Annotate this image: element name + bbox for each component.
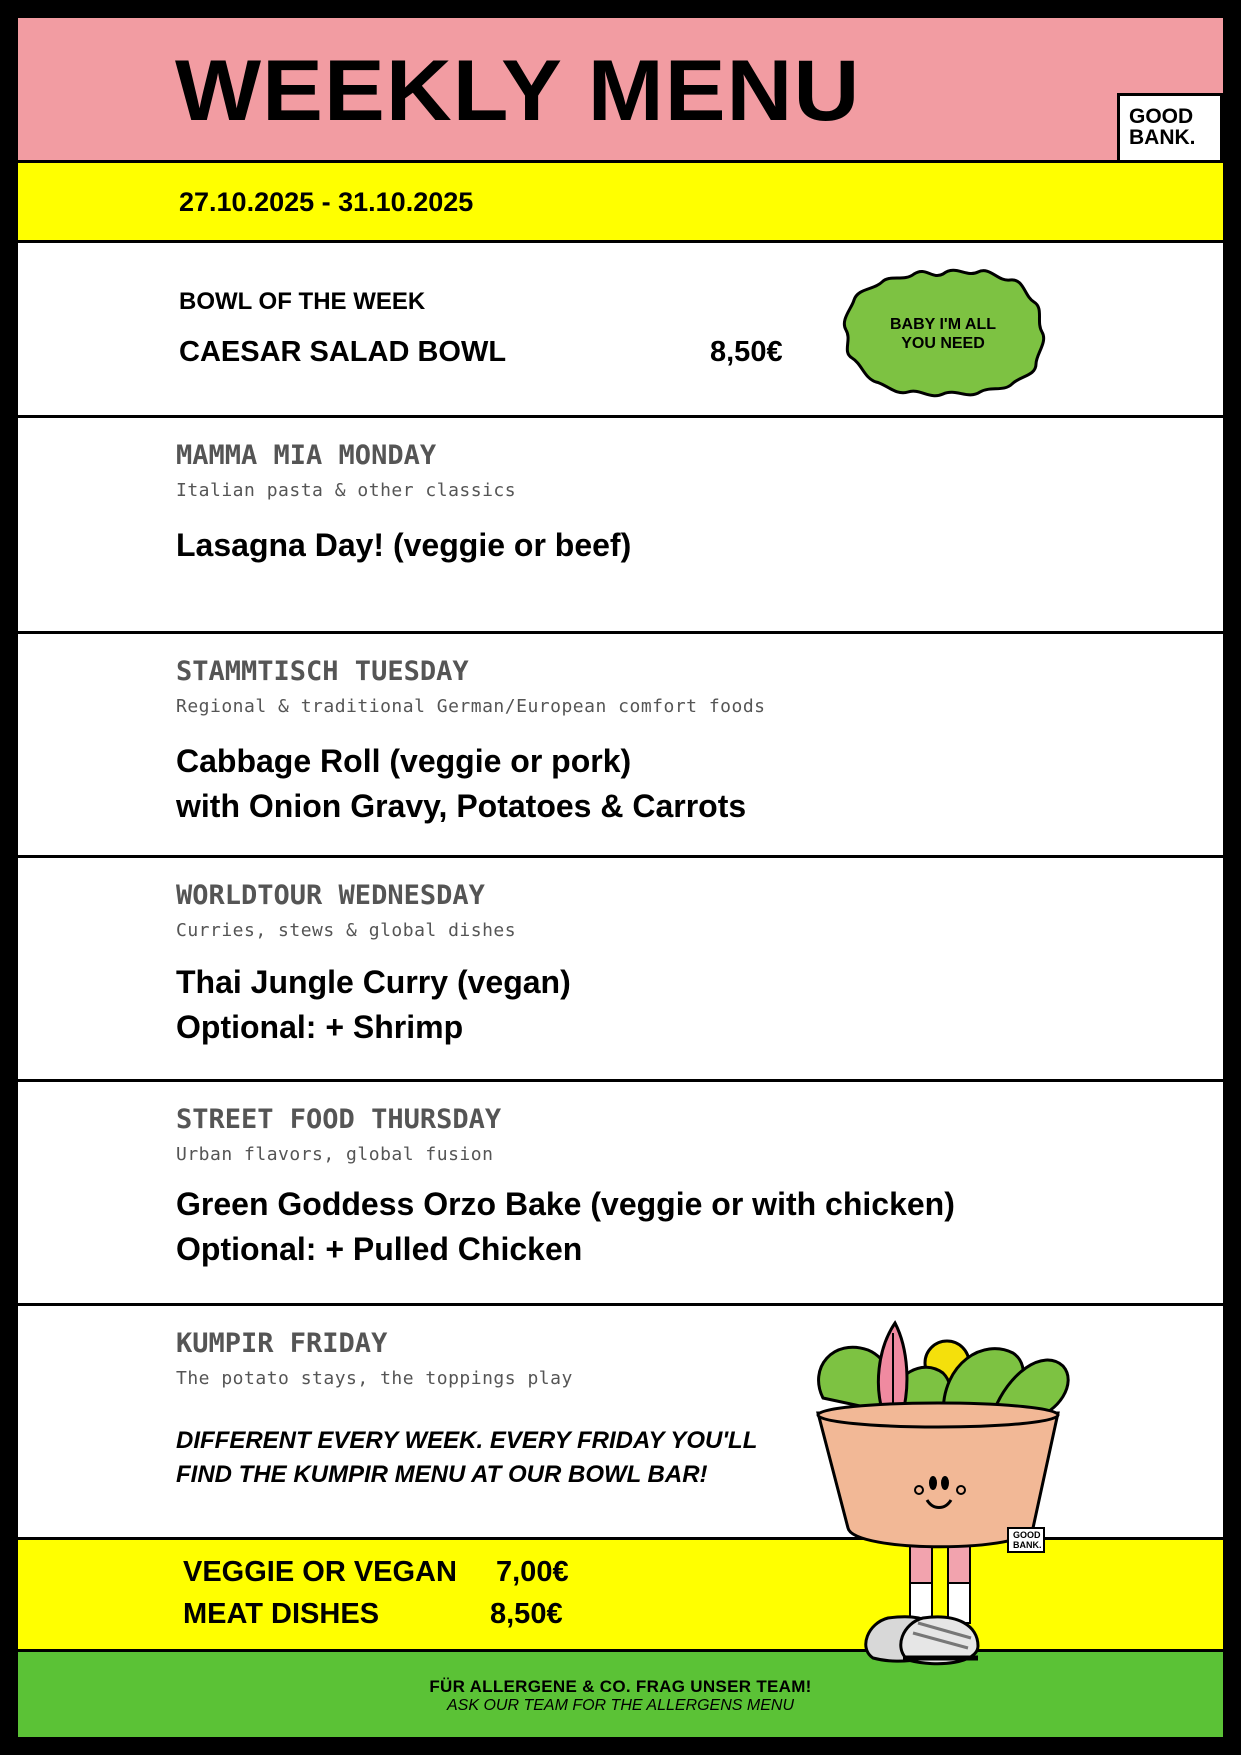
price-value: 7,00€ xyxy=(496,1556,569,1588)
logo-line-1: GOOD xyxy=(1129,105,1194,128)
dish-line: Lasagna Day! (veggie or beef) xyxy=(176,527,632,563)
dish-line: Optional: + Shrimp xyxy=(176,1009,464,1045)
page-title: WEEKLY MENU xyxy=(175,43,861,139)
badge-line-2: YOU NEED xyxy=(901,335,985,352)
dish-line: DIFFERENT EVERY WEEK. EVERY FRIDAY YOU'LL xyxy=(176,1427,758,1454)
day-section-tuesday xyxy=(18,634,1223,858)
day-name: KUMPIR FRIDAY xyxy=(176,1328,388,1359)
day-section-wednesday xyxy=(18,858,1223,1082)
price-value: 8,50€ xyxy=(490,1598,563,1630)
mascot-logo-line-2: BANK. xyxy=(1013,1540,1042,1550)
price-label: MEAT DISHES xyxy=(183,1598,380,1630)
date-bar xyxy=(18,163,1223,243)
date-range: 27.10.2025 - 31.10.2025 xyxy=(179,187,474,217)
badge-text xyxy=(863,315,1023,353)
allergen-note-de: FÜR ALLERGENE & CO. FRAG UNSER TEAM! xyxy=(429,1677,812,1696)
mascot-logo-line-1: GOOD xyxy=(1013,1530,1041,1540)
dish-line: Thai Jungle Curry (vegan) xyxy=(176,964,571,1000)
allergen-note-en: ASK OUR TEAM FOR THE ALLERGENS MENU xyxy=(446,1697,794,1714)
dish-line: Cabbage Roll (veggie or pork) xyxy=(176,743,632,779)
bowl-price: 8,50€ xyxy=(710,336,783,368)
good-bank-logo xyxy=(1117,93,1223,163)
dish-line: FIND THE KUMPIR MENU AT OUR BOWL BAR! xyxy=(176,1461,708,1488)
dish-line: with Onion Gravy, Potatoes & Carrots xyxy=(176,788,747,824)
menu-page xyxy=(18,18,1223,1737)
bowl-label: BOWL OF THE WEEK xyxy=(179,288,426,315)
dish-line: Green Goddess Orzo Bake (veggie or with chicken) xyxy=(176,1186,955,1222)
dish-line: Optional: + Pulled Chicken xyxy=(176,1231,583,1267)
bowl-of-the-week-section xyxy=(18,243,1223,418)
day-section-monday xyxy=(18,418,1223,634)
salad-bowl-mascot-icon xyxy=(793,1318,1098,1688)
day-name: STAMMTISCH TUESDAY xyxy=(176,656,469,687)
header xyxy=(18,18,1223,163)
badge-line-1: BABY I'M ALL xyxy=(889,316,997,333)
day-subtitle: Curries, stews & global dishes xyxy=(176,920,517,941)
day-subtitle: Regional & traditional German/European comfort foods xyxy=(176,696,766,717)
day-section-thursday xyxy=(18,1082,1223,1306)
bowl-name: CAESAR SALAD BOWL xyxy=(179,336,507,368)
price-label: VEGGIE OR VEGAN xyxy=(183,1556,457,1588)
day-subtitle: Urban flavors, global fusion xyxy=(176,1144,494,1165)
day-name: WORLDTOUR WEDNESDAY xyxy=(176,880,485,911)
day-subtitle: Italian pasta & other classics xyxy=(176,480,517,501)
day-name: MAMMA MIA MONDAY xyxy=(176,440,437,471)
day-subtitle: The potato stays, the toppings play xyxy=(176,1368,573,1389)
logo-line-2: BANK. xyxy=(1129,126,1196,149)
day-name: STREET FOOD THURSDAY xyxy=(176,1104,502,1135)
